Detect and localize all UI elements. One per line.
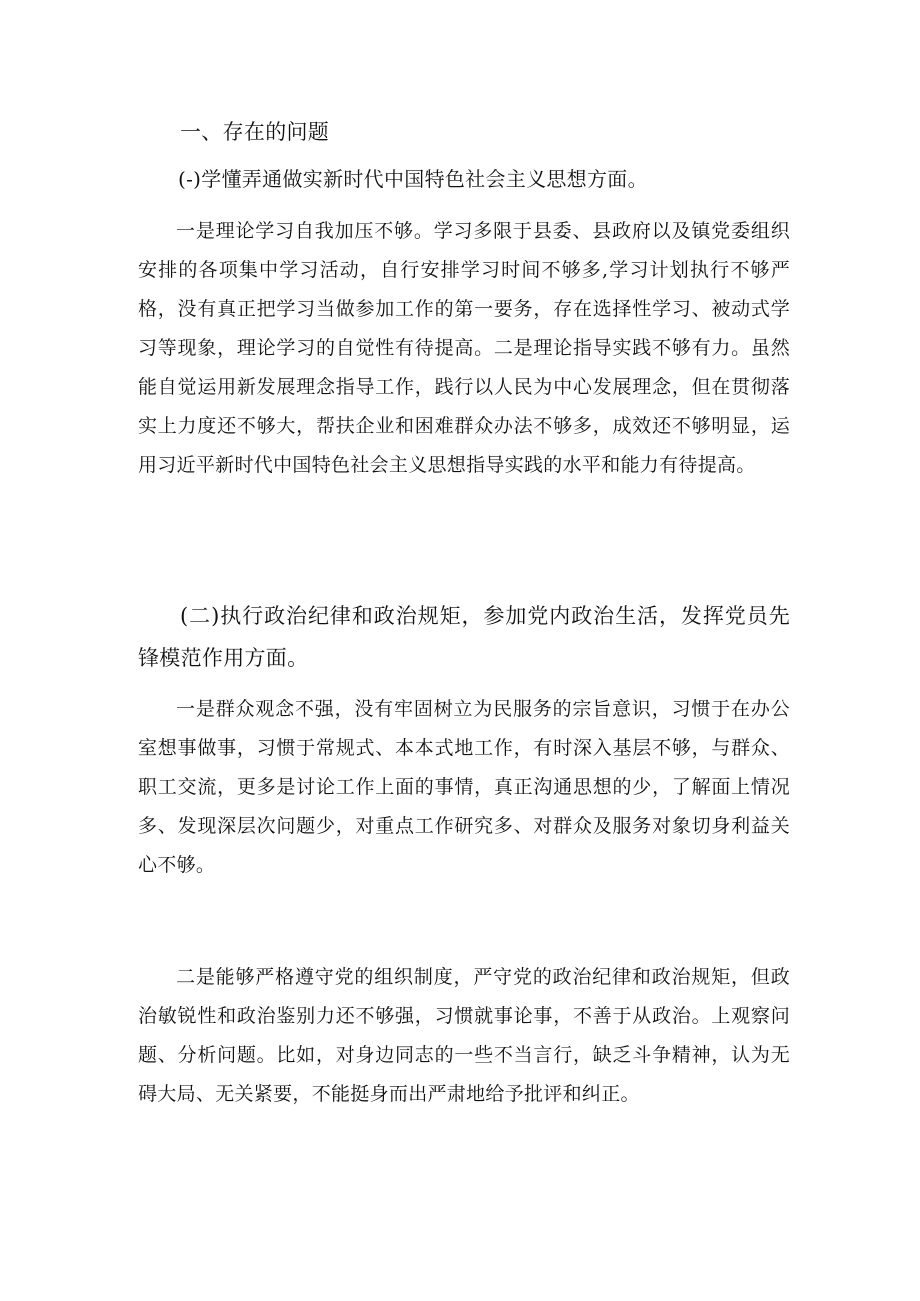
subsection-2-heading: (二)执行政治纪律和政治规矩，参加党内政治生活，发挥党员先锋模范作用方面。 bbox=[138, 604, 790, 670]
subsection-2-paragraph-2: 二是能够严格遵守党的组织制度，严守党的政治纪律和政治规矩，但政治敏锐性和政治鉴别力还不够强，习惯就事论事，不善于从政治。上观察问题、分析问题。比如，对身边同志的一些不当言行，缺乏斗争精神，认为无碍大局、无关紧要，不能挺身而出严肃地给予批评和纠正。 bbox=[138, 966, 790, 1105]
subsection-1-heading: (-)学懂弄通做实新时代中国特色社会主义思想方面。 bbox=[178, 167, 648, 191]
subsection-2-paragraph-1: 一是群众观念不强，没有牢固树立为民服务的宗旨意识，习惯于在办公室想事做事，习惯于常规式、本本式地工作，有时深入基层不够，与群众、职工交流，更多是讨论工作上面的事情，真正沟通思想的少，了解面上情况多、发现深层次问题少，对重点工作研究多、对群众及服务对象切身利益关心不够。 bbox=[138, 698, 790, 876]
section-title: 一、存在的问题 bbox=[180, 120, 330, 144]
subsection-1-paragraph: 一是理论学习自我加压不够。学习多限于县委、县政府以及镇党委组织安排的各项集中学习活动，自行安排学习时间不够多,学习计划执行不够严格，没有真正把学习当做参加工作的第一要务，存在选择性学习、被动式学习等现象，理论学习的自觉性有待提高。二是理论指导实践不够有力。虽然能自觉运用新发展理念指导工作，践行以人民为中心发展理念，但在贯彻落实上力度还不够大，帮扶企业和困难群众办法不够多，成效还不够明显，运用习近平新时代中国特色社会主义思想指导实践的水平和能力有待提高。 bbox=[138, 220, 790, 476]
